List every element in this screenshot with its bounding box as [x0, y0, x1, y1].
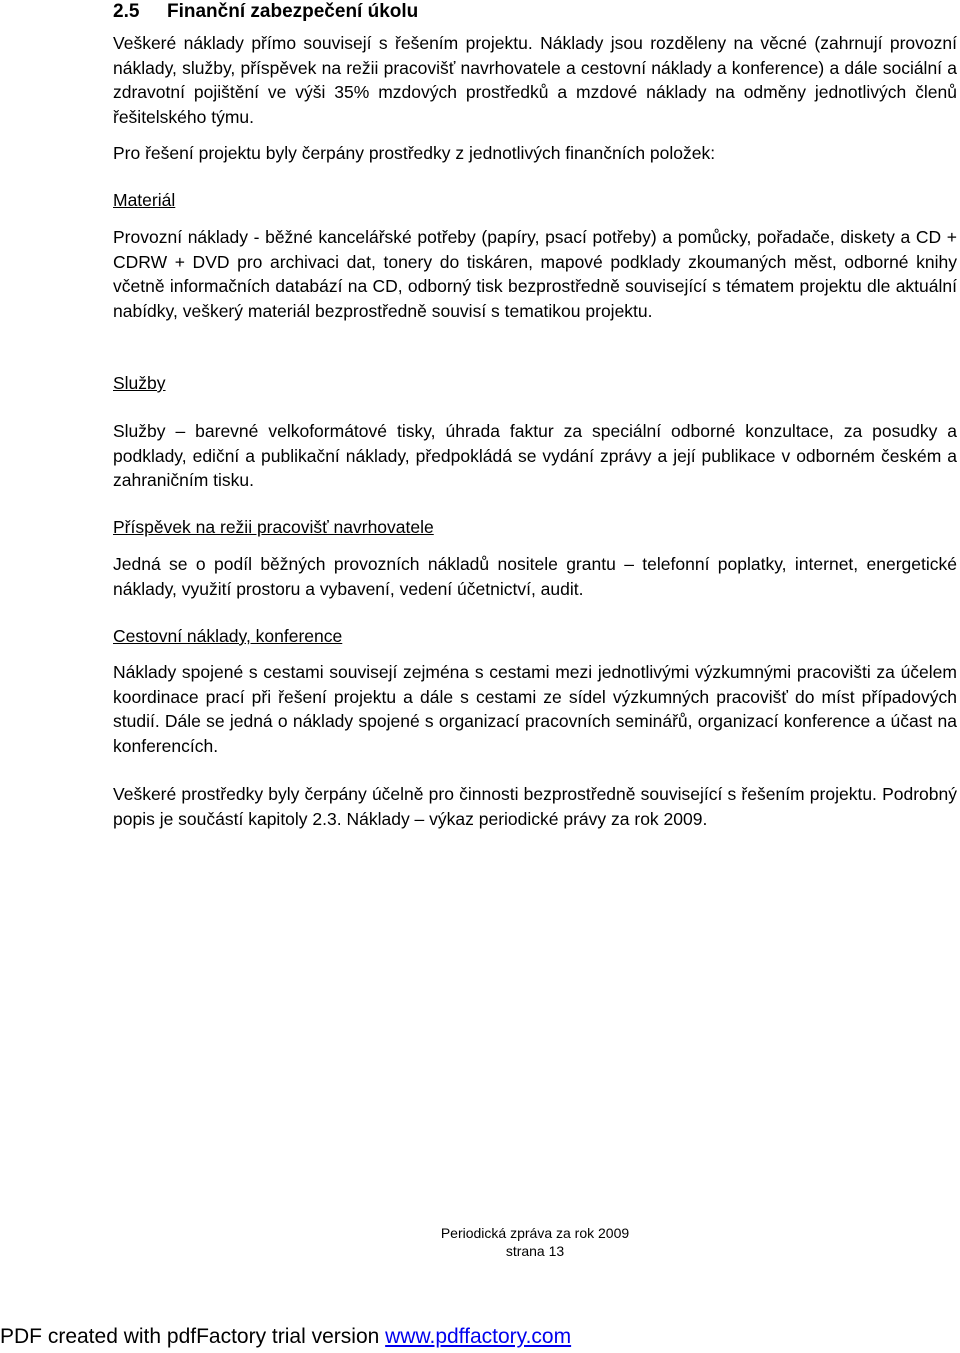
pdf-banner-text: PDF created with pdfFactory trial version — [0, 1325, 386, 1348]
overhead-heading: Příspěvek na režii pracovišť navrhovatele — [113, 517, 434, 537]
section-heading — [113, 0, 418, 24]
lead-paragraph: Pro řešení projektu byly čerpány prostředky z jednotlivých finančních položek: — [113, 143, 716, 163]
closing-paragraph: Veškeré prostředky byly čerpány účelně pro činnosti bezprostředně související s řešením projektu. Podrobný popis je součástí kapitoly 2.3. Náklady – výkaz periodické právy za rok 2009. — [113, 784, 957, 829]
footer-report: Periodická zpráva za rok 2009 — [440, 1225, 630, 1241]
travel-paragraph: Náklady spojené s cestami souvisejí zejména s cestami mezi jednotlivými výzkumnými pracovišti za účelem koordinace prací při řešení projektu a dále s cestami ze sídel výzkumných pracovišť do míst případových studií. Dále se jedná o náklady spojené s organizací pracovních seminářů, organizací konference a účast na konferencích. — [113, 662, 957, 756]
pdffactory-link[interactable]: www.pdffactory.com — [385, 1325, 572, 1348]
section-title: Finanční zabezpečení úkolu — [167, 1, 419, 22]
footer-page-number: strana 13 — [505, 1243, 565, 1259]
overhead-paragraph: Jedná se o podíl běžných provozních nákladů nositele grantu – telefonní poplatky, internet, energetické náklady, využití prostoru a vybavení, vedení účetnictví, audit. — [113, 554, 957, 599]
material-paragraph: Provozní náklady - běžné kancelářské potřeby (papíry, psací potřeby) a pomůcky, pořadače, diskety a CD + CDRW + DVD pro archivaci dat, tonery do tiskáren, mapové podklady zkoumaných měst, odborné knihy včetně informačních databází na CD, odborný tisk bezprostředně související s tématem projektu dle aktuální nabídky, veškerý materiál bezprostředně souvisí s tematikou projektu. — [113, 227, 957, 321]
services-paragraph: Služby – barevné velkoformátové tisky, úhrada faktur za speciální odborné konzultace, za posudky a podklady, ediční a publikační náklady, předpokládá se vydání zprávy a její publikace v odborném českém a zahraničním tisku. — [113, 421, 957, 490]
material-heading: Materiál — [113, 190, 176, 210]
section-number: 2.5 — [113, 1, 140, 22]
intro-paragraph: Veškeré náklady přímo souvisejí s řešením projektu. Náklady jsou rozděleny na věcné (zahrnují provozní náklady, služby, příspěvek na režii pracovišť navrhovatele a cestovní náklady a konference) a dále sociální a zdravotní pojištění ve výši 35% mzdových prostředků a mzdové náklady na odměny jednotlivých členů řešitelského týmu. — [113, 33, 957, 127]
pdf-banner — [0, 1324, 571, 1350]
travel-heading: Cestovní náklady, konference — [113, 626, 343, 646]
services-heading: Služby — [113, 373, 166, 393]
